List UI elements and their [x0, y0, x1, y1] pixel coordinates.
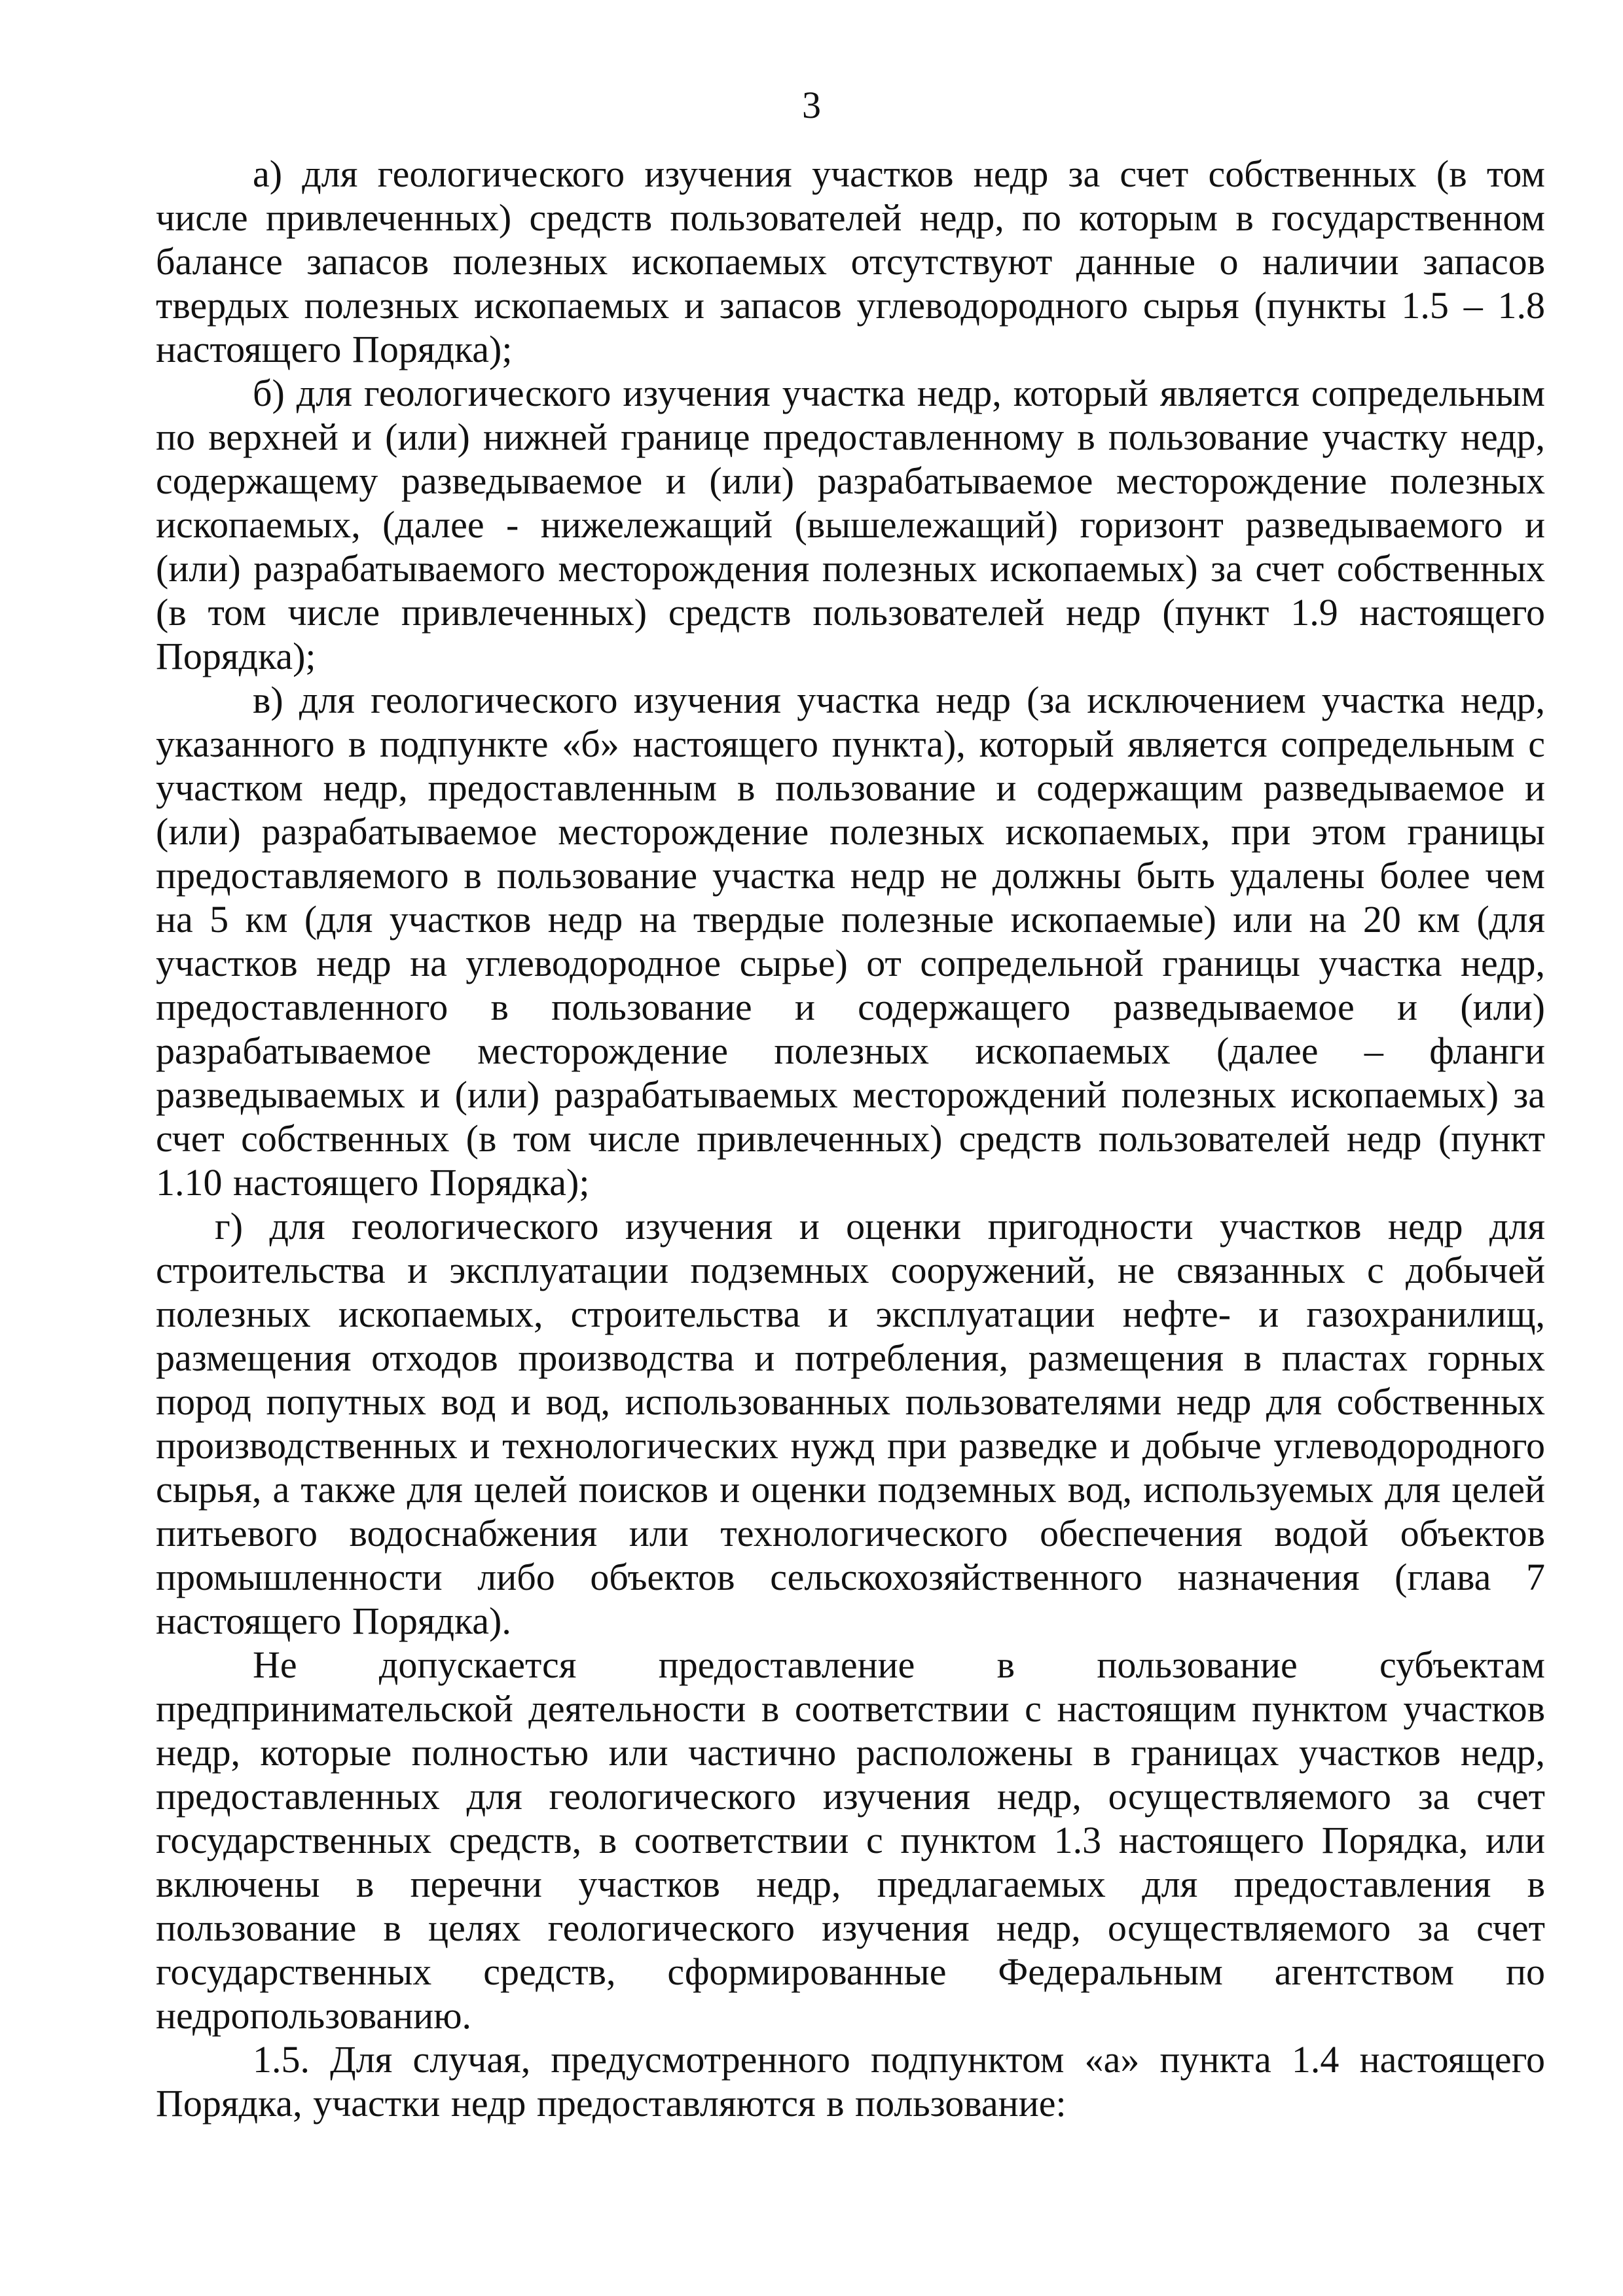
paragraph-subitem-v: в) для геологического изучения участка недр (за исключением участка недр, указанного в подпункте «б» настоящего пункта), который является сопредельным с участком недр, предоставленным в пользование и содержащим разведываемое и (или) разрабатываемое месторождение полезных ископаемых, при этом границы предоставляемого в пользование участка недр не должны быть удалены более чем на 5 км (для участков недр на твердые полезные ископаемые) или на 20 км (для участков недр на углеводородное сырье) от сопредельной границы участка недр, предоставленного в пользование и содержащего разведываемое и (или) разрабатываемое месторождение полезных ископаемых (далее – фланги разведываемых и (или) разрабатываемых месторождений полезных ископаемых) за счет собственных (в том числе привлеченных) средств пользователей недр (пункт 1.10 настоящего Порядка);: [156, 679, 1545, 1204]
paragraph-subitem-g: г) для геологического изучения и оценки пригодности участков недр для строительства и эксплуатации подземных сооружений, не связанных с добычей полезных ископаемых, строительства и эксплуатации нефте- и газохранилищ, размещения отходов производства и потребления, размещения в пластах горных пород попутных вод и вод, использованных пользователями недр для собственных производственных и технологических нужд при разведке и добыче углеводородного сырья, а также для целей поисков и оценки подземных вод, используемых для целей питьевого водоснабжения или технологического обеспечения водой объектов промышленности либо объектов сельскохозяйственного назначения (глава 7 настоящего Порядка).: [156, 1205, 1545, 1642]
page-number: 3: [802, 84, 821, 126]
paragraph-restriction: Не допускается предоставление в пользование субъектам предпринимательской деятельности в соответствии с настоящим пунктом участков недр, которые полностью или частично расположены в границах участков недр, предоставленных для геологического изучения недр, осуществляемого за счет государственных средств, в соответствии с пунктом 1.3 настоящего Порядка, или включены в перечни участков недр, предлагаемых для предоставления в пользование в целях геологического изучения недр, осуществляемого за счет государственных средств, сформированные Федеральным агентством по недропользованию.: [156, 1643, 1545, 2037]
paragraph-clause-1-5: 1.5. Для случая, предусмотренного подпунктом «а» пункта 1.4 настоящего Порядка, участки недр предоставляются в пользование:: [156, 2038, 1545, 2125]
paragraph-subitem-b: б) для геологического изучения участка недр, который является сопредельным по верхней и (или) нижней границе предоставленному в пользование участку недр, содержащему разведываемое и (или) разрабатываемое месторождение полезных ископаемых, (далее - нижележащий (вышележащий) горизонт разведываемого и (или) разрабатываемого месторождения полезных ископаемых) за счет собственных (в том числе привлеченных) средств пользователей недр (пункт 1.9 настоящего Порядка);: [156, 372, 1545, 677]
document-body: [156, 152, 1545, 2125]
paragraph-subitem-a: а) для геологического изучения участков недр за счет собственных (в том числе привлеченных) средств пользователей недр, по которым в государственном балансе запасов полезных ископаемых отсутствуют данные о наличии запасов твердых полезных ископаемых и запасов углеводородного сырья (пункты 1.5 – 1.8 настоящего Порядка);: [156, 152, 1545, 370]
